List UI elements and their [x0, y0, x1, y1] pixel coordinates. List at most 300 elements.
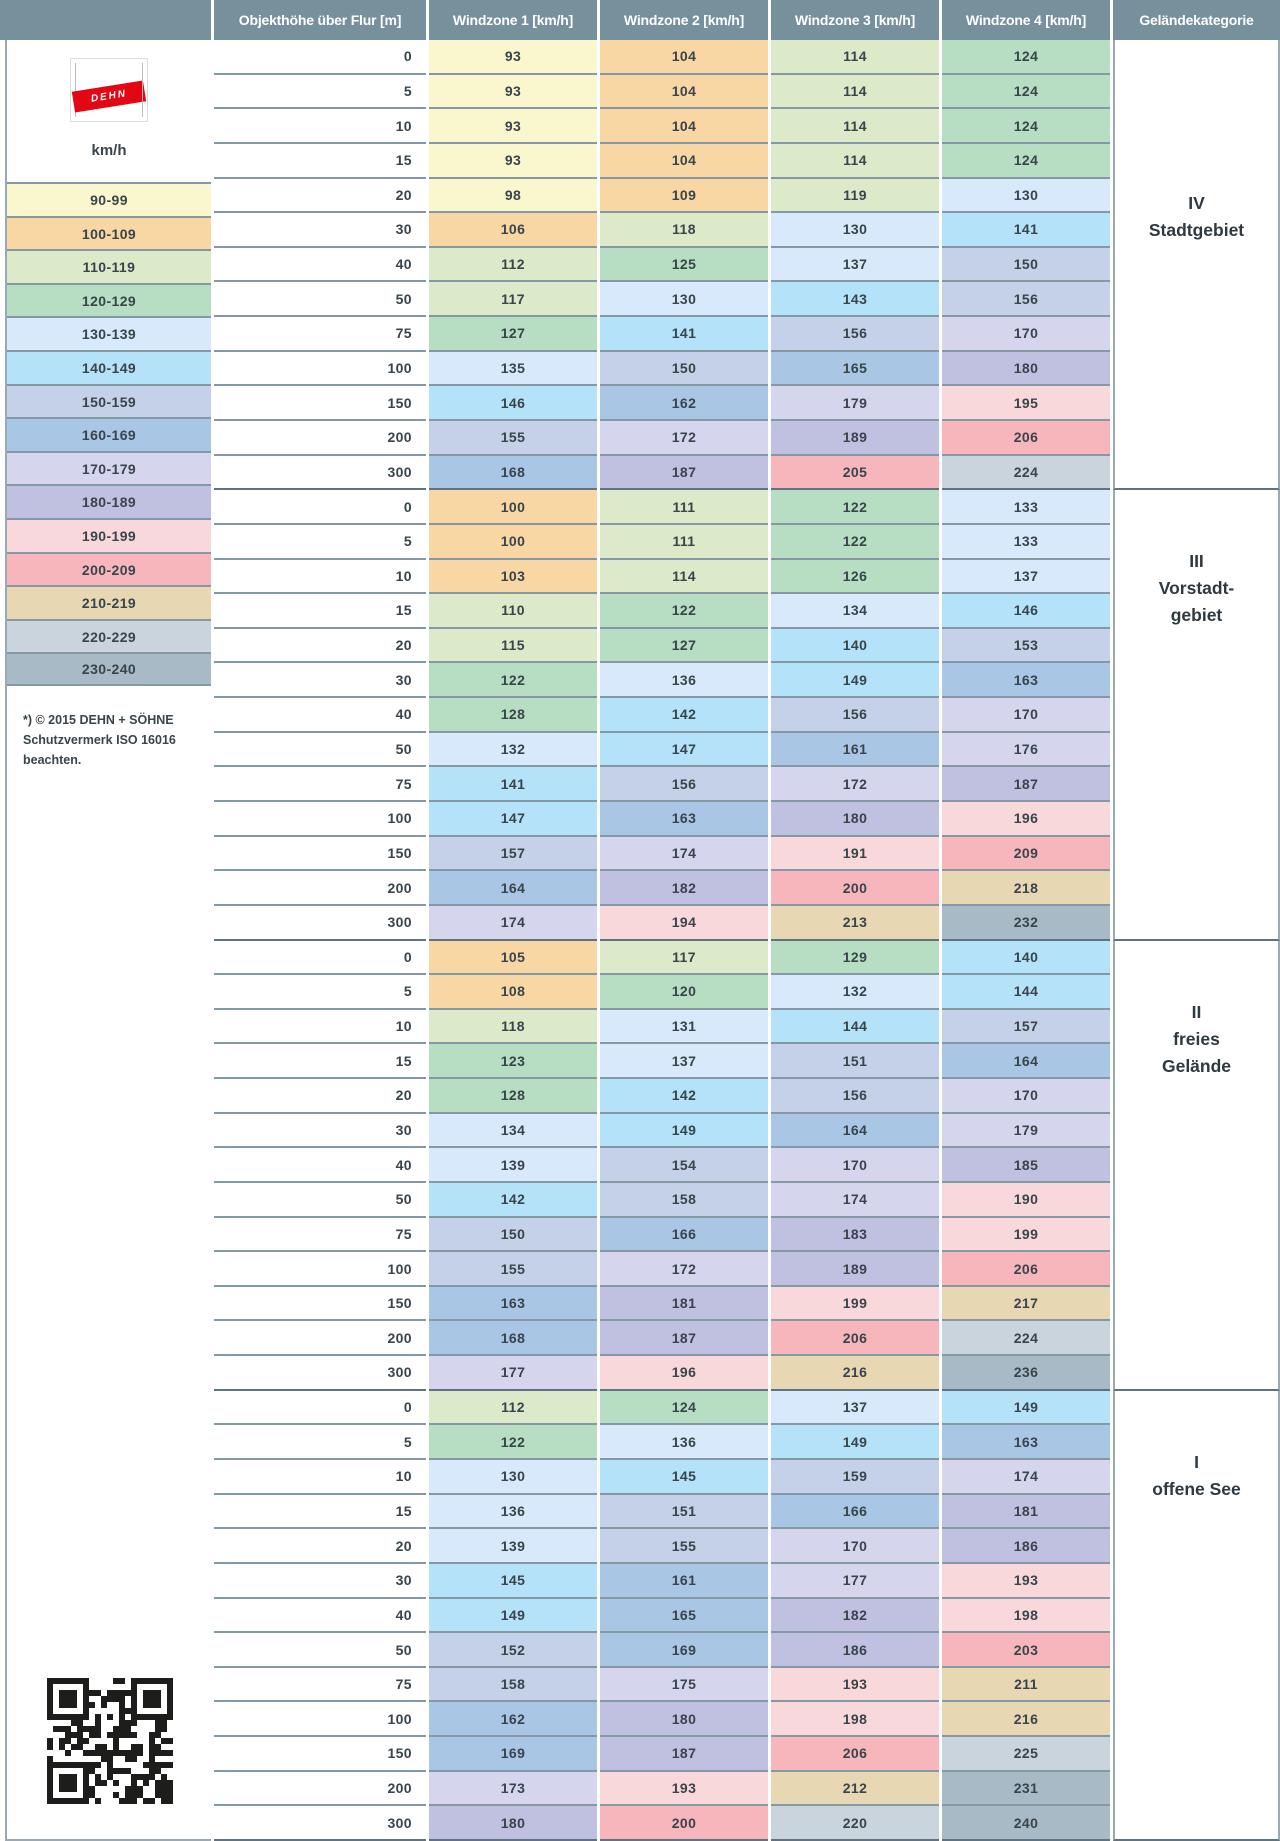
legend-band-140-149: 140-149 — [7, 350, 211, 384]
windzone-2-value-cell: 180 — [600, 1702, 768, 1737]
windzone-2-value-cell: 151 — [600, 1495, 768, 1530]
windzone-2-value-cell: 174 — [600, 837, 768, 872]
windzone-1-value-cell: 110 — [429, 594, 597, 629]
windzone-4-value-cell: 133 — [942, 490, 1110, 525]
windzone-4-value-cell: 141 — [942, 213, 1110, 248]
windzone-2-value-cell: 150 — [600, 352, 768, 387]
windzone-1-value-cell: 134 — [429, 1114, 597, 1149]
height-cell: 5 — [214, 75, 426, 110]
windzone-4-value-cell: 209 — [942, 837, 1110, 872]
windzone-4-value-cell: 130 — [942, 179, 1110, 214]
height-cell: 15 — [214, 144, 426, 179]
windzone-3-value-cell: 165 — [771, 352, 939, 387]
windzone-1-value-cell: 130 — [429, 1460, 597, 1495]
windzone-3-value-cell: 186 — [771, 1633, 939, 1668]
height-cell: 150 — [214, 1287, 426, 1322]
windzone-1-value-cell: 180 — [429, 1806, 597, 1841]
windzone-1-value-cell: 139 — [429, 1529, 597, 1564]
windzone-3-value-cell: 182 — [771, 1599, 939, 1634]
legend-band-180-189: 180-189 — [7, 484, 211, 518]
windzone-3-value-cell: 191 — [771, 837, 939, 872]
windzone-2-value-cell: 196 — [600, 1356, 768, 1391]
height-cell: 200 — [214, 1321, 426, 1356]
windzone-2-value-cell: 104 — [600, 75, 768, 110]
windzone-2-value-cell: 172 — [600, 1252, 768, 1287]
windzone-1-value-cell: 93 — [429, 144, 597, 179]
windzone-4-value-cell: 146 — [942, 594, 1110, 629]
terrain-category-label-line: II — [1191, 1001, 1202, 1022]
windzone-2-value-cell: 172 — [600, 421, 768, 456]
windzone-3-value-cell: 170 — [771, 1148, 939, 1183]
windzone-2-value-cell: 130 — [600, 282, 768, 317]
height-cell: 150 — [214, 1737, 426, 1772]
height-cell: 20 — [214, 629, 426, 664]
legend-band-120-129: 120-129 — [7, 283, 211, 317]
windzone-1-value-cell: 98 — [429, 179, 597, 214]
windzone-2-value-cell: 141 — [600, 317, 768, 352]
windzone-2-value-cell: 187 — [600, 456, 768, 491]
windzone-1-value-cell: 158 — [429, 1668, 597, 1703]
windzone-3-value-cell: 122 — [771, 525, 939, 560]
windzone-4-value-cell: 170 — [942, 698, 1110, 733]
copyright-note-line: *) © 2015 DEHN + SÖHNE — [23, 713, 174, 727]
height-cell: 0 — [214, 941, 426, 976]
height-cell: 100 — [214, 1702, 426, 1737]
height-cell: 50 — [214, 282, 426, 317]
windzone-2-value-cell: 155 — [600, 1529, 768, 1564]
legend-band-130-139: 130-139 — [7, 316, 211, 350]
windzone-2-value-cell: 175 — [600, 1668, 768, 1703]
windzone-1-value-cell: 132 — [429, 733, 597, 768]
column-header-windzone-3: Windzone 3 [km/h] — [771, 0, 939, 40]
windzone-1-value-cell: 100 — [429, 490, 597, 525]
windzone-1-value-cell: 112 — [429, 1391, 597, 1426]
windzone-3-value-cell: 205 — [771, 456, 939, 491]
windzone-2-value-cell: 187 — [600, 1321, 768, 1356]
windzone-4-value-cell: 124 — [942, 40, 1110, 75]
terrain-category-label-line: I — [1194, 1451, 1199, 1472]
windzone-1-value-cell: 157 — [429, 837, 597, 872]
windzone-1-value-cell: 115 — [429, 629, 597, 664]
windzone-1-value-cell: 152 — [429, 1633, 597, 1668]
windzone-1-value-cell: 173 — [429, 1772, 597, 1807]
windzone-3-value-cell: 170 — [771, 1529, 939, 1564]
windzone-1-value-cell: 108 — [429, 975, 597, 1010]
windzone-1-value-cell: 147 — [429, 802, 597, 837]
windzone-2-value-cell: 182 — [600, 871, 768, 906]
windzone-2-value-cell: 147 — [600, 733, 768, 768]
terrain-category-cell — [1113, 941, 1280, 1391]
windzone-4-value-cell: 179 — [942, 1114, 1110, 1149]
windzone-2-value-cell: 166 — [600, 1218, 768, 1253]
height-cell: 100 — [214, 1252, 426, 1287]
windzone-3-value-cell: 189 — [771, 421, 939, 456]
windzone-3-value-cell: 137 — [771, 1391, 939, 1426]
terrain-category-label-line: gebiet — [1170, 605, 1223, 626]
windzone-3-value-cell: 198 — [771, 1702, 939, 1737]
height-cell: 30 — [214, 1114, 426, 1149]
windzone-2-value-cell: 114 — [600, 560, 768, 595]
legend-band-100-109: 100-109 — [7, 216, 211, 250]
legend-band-200-209: 200-209 — [7, 552, 211, 586]
windzone-3-value-cell: 179 — [771, 386, 939, 421]
height-cell: 40 — [214, 698, 426, 733]
windzone-2-value-cell: 181 — [600, 1287, 768, 1322]
unit-label: km/h — [91, 142, 127, 159]
windzone-4-value-cell: 198 — [942, 1599, 1110, 1634]
windzone-4-value-cell: 124 — [942, 109, 1110, 144]
windzone-2-value-cell: 194 — [600, 906, 768, 941]
windzone-4-value-cell: 181 — [942, 1495, 1110, 1530]
windzone-3-value-cell: 159 — [771, 1460, 939, 1495]
dehn-logo-band: DEHN — [72, 80, 146, 112]
terrain-category-cell — [1113, 40, 1280, 490]
windzone-4-value-cell: 206 — [942, 1252, 1110, 1287]
copyright-note-line: beachten. — [23, 753, 82, 767]
height-cell: 40 — [214, 1148, 426, 1183]
windzone-1-value-cell: 162 — [429, 1702, 597, 1737]
windzone-1-value-cell: 122 — [429, 663, 597, 698]
windzone-1-value-cell: 142 — [429, 1183, 597, 1218]
windzone-1-value-cell: 139 — [429, 1148, 597, 1183]
windzone-2-value-cell: 154 — [600, 1148, 768, 1183]
windzone-2-value-cell: 142 — [600, 698, 768, 733]
windzone-3-value-cell: 114 — [771, 75, 939, 110]
windzone-4-value-cell: 224 — [942, 1321, 1110, 1356]
windzone-4-value-cell: 187 — [942, 767, 1110, 802]
windzone-4-value-cell: 164 — [942, 1044, 1110, 1079]
windzone-2-value-cell: 124 — [600, 1391, 768, 1426]
windzone-1-value-cell: 155 — [429, 421, 597, 456]
windzone-2-value-cell: 145 — [600, 1460, 768, 1495]
windzone-4-value-cell: 163 — [942, 663, 1110, 698]
windzone-2-value-cell: 117 — [600, 941, 768, 976]
windzone-4-value-cell: 170 — [942, 317, 1110, 352]
terrain-category-cell — [1113, 490, 1280, 940]
height-cell: 15 — [214, 594, 426, 629]
height-cell: 20 — [214, 1079, 426, 1114]
windzone-3-value-cell: 144 — [771, 1010, 939, 1045]
legend-band-160-169: 160-169 — [7, 417, 211, 451]
windzone-2-value-cell: 169 — [600, 1633, 768, 1668]
windzone-1-value-cell: 135 — [429, 352, 597, 387]
windzone-3-value-cell: 193 — [771, 1668, 939, 1703]
windzone-3-value-cell: 199 — [771, 1287, 939, 1322]
legend-header-cell — [0, 0, 211, 40]
windzone-4-value-cell: 186 — [942, 1529, 1110, 1564]
legend-band-220-229: 220-229 — [7, 619, 211, 653]
windzone-4-value-cell: 199 — [942, 1218, 1110, 1253]
column-header-windzone-4: Windzone 4 [km/h] — [942, 0, 1110, 40]
windzone-4-value-cell: 206 — [942, 421, 1110, 456]
height-cell: 50 — [214, 1183, 426, 1218]
windzone-3-value-cell: 140 — [771, 629, 939, 664]
windzone-1-value-cell: 128 — [429, 698, 597, 733]
terrain-category-label-line: offene See — [1152, 1478, 1241, 1499]
windzone-3-value-cell: 151 — [771, 1044, 939, 1079]
windzone-3-value-cell: 122 — [771, 490, 939, 525]
windzone-1-value-cell: 169 — [429, 1737, 597, 1772]
windzone-1-value-cell: 136 — [429, 1495, 597, 1530]
windzone-4-value-cell: 185 — [942, 1148, 1110, 1183]
height-cell: 15 — [214, 1044, 426, 1079]
windzone-3-value-cell: 156 — [771, 698, 939, 733]
column-header-gelaendekategorie: Geländekategorie — [1113, 0, 1280, 40]
windzone-4-value-cell: 231 — [942, 1772, 1110, 1807]
windzone-2-value-cell: 156 — [600, 767, 768, 802]
height-cell: 200 — [214, 421, 426, 456]
windzone-4-value-cell: 157 — [942, 1010, 1110, 1045]
height-cell: 300 — [214, 1806, 426, 1841]
windzone-4-value-cell: 133 — [942, 525, 1110, 560]
windzone-4-value-cell: 137 — [942, 560, 1110, 595]
windzone-1-value-cell: 155 — [429, 1252, 597, 1287]
legend-band-230-240: 230-240 — [7, 652, 211, 686]
windzone-4-value-cell: 150 — [942, 248, 1110, 283]
copyright-note — [23, 710, 207, 770]
column-header-objekthoehe: Objekthöhe über Flur [m] — [214, 0, 426, 40]
height-cell: 5 — [214, 1425, 426, 1460]
height-cell: 50 — [214, 733, 426, 768]
windzone-4-value-cell: 203 — [942, 1633, 1110, 1668]
windzone-3-value-cell: 132 — [771, 975, 939, 1010]
height-cell: 75 — [214, 1218, 426, 1253]
windzone-1-value-cell: 128 — [429, 1079, 597, 1114]
windzone-3-value-cell: 180 — [771, 802, 939, 837]
legend-band-110-119: 110-119 — [7, 249, 211, 283]
height-cell: 10 — [214, 1460, 426, 1495]
windzone-2-value-cell: 111 — [600, 490, 768, 525]
windzone-3-value-cell: 114 — [771, 40, 939, 75]
windzone-1-value-cell: 103 — [429, 560, 597, 595]
windzone-2-value-cell: 162 — [600, 386, 768, 421]
height-cell: 0 — [214, 490, 426, 525]
windzone-3-value-cell: 177 — [771, 1564, 939, 1599]
windzone-1-value-cell: 174 — [429, 906, 597, 941]
height-cell: 30 — [214, 213, 426, 248]
windzone-4-value-cell: 124 — [942, 144, 1110, 179]
windzone-1-value-cell: 122 — [429, 1425, 597, 1460]
windzone-3-value-cell: 220 — [771, 1806, 939, 1841]
windzone-1-value-cell: 93 — [429, 40, 597, 75]
windzone-1-value-cell: 93 — [429, 75, 597, 110]
height-cell: 75 — [214, 767, 426, 802]
windzone-3-value-cell: 213 — [771, 906, 939, 941]
dehn-logo — [70, 58, 148, 122]
windzone-2-value-cell: 104 — [600, 144, 768, 179]
windzone-2-value-cell: 111 — [600, 525, 768, 560]
height-cell: 10 — [214, 560, 426, 595]
windzone-2-value-cell: 200 — [600, 1806, 768, 1841]
height-cell: 200 — [214, 1772, 426, 1807]
height-cell: 75 — [214, 1668, 426, 1703]
windzone-3-value-cell: 126 — [771, 560, 939, 595]
windzone-2-value-cell: 104 — [600, 40, 768, 75]
windzone-3-value-cell: 189 — [771, 1252, 939, 1287]
windzone-4-value-cell: 144 — [942, 975, 1110, 1010]
windzone-3-value-cell: 166 — [771, 1495, 939, 1530]
windzone-4-value-cell: 140 — [942, 941, 1110, 976]
height-cell: 40 — [214, 1599, 426, 1634]
windzone-4-value-cell: 180 — [942, 352, 1110, 387]
windzone-3-value-cell: 156 — [771, 1079, 939, 1114]
windzone-4-value-cell: 195 — [942, 386, 1110, 421]
windzone-2-value-cell: 163 — [600, 802, 768, 837]
windzone-4-value-cell: 217 — [942, 1287, 1110, 1322]
height-cell: 150 — [214, 837, 426, 872]
windzone-1-value-cell: 145 — [429, 1564, 597, 1599]
windzone-4-value-cell: 190 — [942, 1183, 1110, 1218]
windzone-4-value-cell: 216 — [942, 1702, 1110, 1737]
windzone-3-value-cell: 200 — [771, 871, 939, 906]
windzone-4-value-cell: 225 — [942, 1737, 1110, 1772]
windzone-2-value-cell: 120 — [600, 975, 768, 1010]
windzone-4-value-cell: 124 — [942, 75, 1110, 110]
windzone-4-value-cell: 232 — [942, 906, 1110, 941]
windzone-2-value-cell: 136 — [600, 663, 768, 698]
windzone-2-value-cell: 149 — [600, 1114, 768, 1149]
legend-band-190-199: 190-199 — [7, 518, 211, 552]
height-cell: 300 — [214, 906, 426, 941]
windzone-3-value-cell: 143 — [771, 282, 939, 317]
terrain-category-label-line: Vorstadt- — [1158, 578, 1235, 599]
windzone-1-value-cell: 177 — [429, 1356, 597, 1391]
windzone-3-value-cell: 161 — [771, 733, 939, 768]
height-cell: 75 — [214, 317, 426, 352]
windzone-1-value-cell: 141 — [429, 767, 597, 802]
windzone-2-value-cell: 136 — [600, 1425, 768, 1460]
legend-band-170-179: 170-179 — [7, 451, 211, 485]
windzone-2-value-cell: 131 — [600, 1010, 768, 1045]
windzone-1-value-cell: 146 — [429, 386, 597, 421]
windzone-2-value-cell: 137 — [600, 1044, 768, 1079]
height-cell: 20 — [214, 1529, 426, 1564]
windzone-2-value-cell: 127 — [600, 629, 768, 664]
legend-band-90-99: 90-99 — [7, 182, 211, 216]
windzone-3-value-cell: 134 — [771, 594, 939, 629]
column-header-windzone-1: Windzone 1 [km/h] — [429, 0, 597, 40]
windzone-2-value-cell: 165 — [600, 1599, 768, 1634]
height-cell: 100 — [214, 802, 426, 837]
windzone-1-value-cell: 100 — [429, 525, 597, 560]
windzone-4-value-cell: 193 — [942, 1564, 1110, 1599]
windzone-1-value-cell: 168 — [429, 1321, 597, 1356]
windzone-2-value-cell: 109 — [600, 179, 768, 214]
windzone-4-value-cell: 218 — [942, 871, 1110, 906]
windzone-1-value-cell: 117 — [429, 282, 597, 317]
windzone-1-value-cell: 127 — [429, 317, 597, 352]
windzone-2-value-cell: 193 — [600, 1772, 768, 1807]
windzone-1-value-cell: 93 — [429, 109, 597, 144]
height-cell: 10 — [214, 109, 426, 144]
copyright-note-line: Schutzvermerk ISO 16016 — [23, 733, 176, 747]
windzone-3-value-cell: 212 — [771, 1772, 939, 1807]
windzone-1-value-cell: 149 — [429, 1599, 597, 1634]
terrain-category-label-line: Gelände — [1161, 1055, 1232, 1076]
height-cell: 10 — [214, 1010, 426, 1045]
windzone-3-value-cell: 114 — [771, 109, 939, 144]
windzone-3-value-cell: 172 — [771, 767, 939, 802]
height-cell: 15 — [214, 1495, 426, 1530]
windzone-3-value-cell: 149 — [771, 663, 939, 698]
windzone-1-value-cell: 112 — [429, 248, 597, 283]
windzone-2-value-cell: 125 — [600, 248, 768, 283]
windzone-4-value-cell: 170 — [942, 1079, 1110, 1114]
windzone-2-value-cell: 161 — [600, 1564, 768, 1599]
windzone-4-value-cell: 176 — [942, 733, 1110, 768]
windzone-3-value-cell: 149 — [771, 1425, 939, 1460]
height-cell: 0 — [214, 1391, 426, 1426]
terrain-category-label-line: freies — [1173, 1028, 1220, 1049]
windzone-4-value-cell: 240 — [942, 1806, 1110, 1841]
height-cell: 300 — [214, 1356, 426, 1391]
windzone-4-value-cell: 196 — [942, 802, 1110, 837]
windzone-3-value-cell: 216 — [771, 1356, 939, 1391]
windzone-3-value-cell: 114 — [771, 144, 939, 179]
height-cell: 30 — [214, 663, 426, 698]
legend-panel — [5, 40, 211, 1841]
windzone-1-value-cell: 123 — [429, 1044, 597, 1079]
windzone-2-value-cell: 158 — [600, 1183, 768, 1218]
terrain-category-label-line: III — [1189, 551, 1204, 572]
windzone-1-value-cell: 164 — [429, 871, 597, 906]
windzone-4-value-cell: 224 — [942, 456, 1110, 491]
windzone-3-value-cell: 206 — [771, 1321, 939, 1356]
windzone-1-value-cell: 105 — [429, 941, 597, 976]
terrain-category-label-line: Stadtgebiet — [1148, 220, 1245, 240]
windzone-1-value-cell: 106 — [429, 213, 597, 248]
windzone-3-value-cell: 130 — [771, 213, 939, 248]
windzone-2-value-cell: 118 — [600, 213, 768, 248]
height-cell: 100 — [214, 352, 426, 387]
height-cell: 200 — [214, 871, 426, 906]
windzone-2-value-cell: 104 — [600, 109, 768, 144]
windzone-3-value-cell: 164 — [771, 1114, 939, 1149]
height-cell: 40 — [214, 248, 426, 283]
windzone-1-value-cell: 150 — [429, 1218, 597, 1253]
height-cell: 5 — [214, 525, 426, 560]
windzone-3-value-cell: 137 — [771, 248, 939, 283]
windzone-3-value-cell: 174 — [771, 1183, 939, 1218]
qr-code — [47, 1678, 173, 1804]
windzone-4-value-cell: 236 — [942, 1356, 1110, 1391]
windzone-4-value-cell: 153 — [942, 629, 1110, 664]
windzone-4-value-cell: 163 — [942, 1425, 1110, 1460]
windzone-4-value-cell: 156 — [942, 282, 1110, 317]
windzone-4-value-cell: 174 — [942, 1460, 1110, 1495]
windzone-3-value-cell: 119 — [771, 179, 939, 214]
windzone-3-value-cell: 156 — [771, 317, 939, 352]
height-cell: 50 — [214, 1633, 426, 1668]
windzone-2-value-cell: 122 — [600, 594, 768, 629]
windzone-3-value-cell: 206 — [771, 1737, 939, 1772]
windzone-1-value-cell: 163 — [429, 1287, 597, 1322]
windzone-3-value-cell: 183 — [771, 1218, 939, 1253]
height-cell: 150 — [214, 386, 426, 421]
terrain-category-cell — [1113, 1391, 1280, 1841]
windzone-4-value-cell: 149 — [942, 1391, 1110, 1426]
height-cell: 0 — [214, 40, 426, 75]
windzone-1-value-cell: 118 — [429, 1010, 597, 1045]
windzone-2-value-cell: 142 — [600, 1079, 768, 1114]
height-cell: 5 — [214, 975, 426, 1010]
windzone-4-value-cell: 211 — [942, 1668, 1110, 1703]
height-cell: 20 — [214, 179, 426, 214]
height-cell: 30 — [214, 1564, 426, 1599]
legend-band-210-219: 210-219 — [7, 585, 211, 619]
column-header-windzone-2: Windzone 2 [km/h] — [600, 0, 768, 40]
height-cell: 300 — [214, 456, 426, 491]
